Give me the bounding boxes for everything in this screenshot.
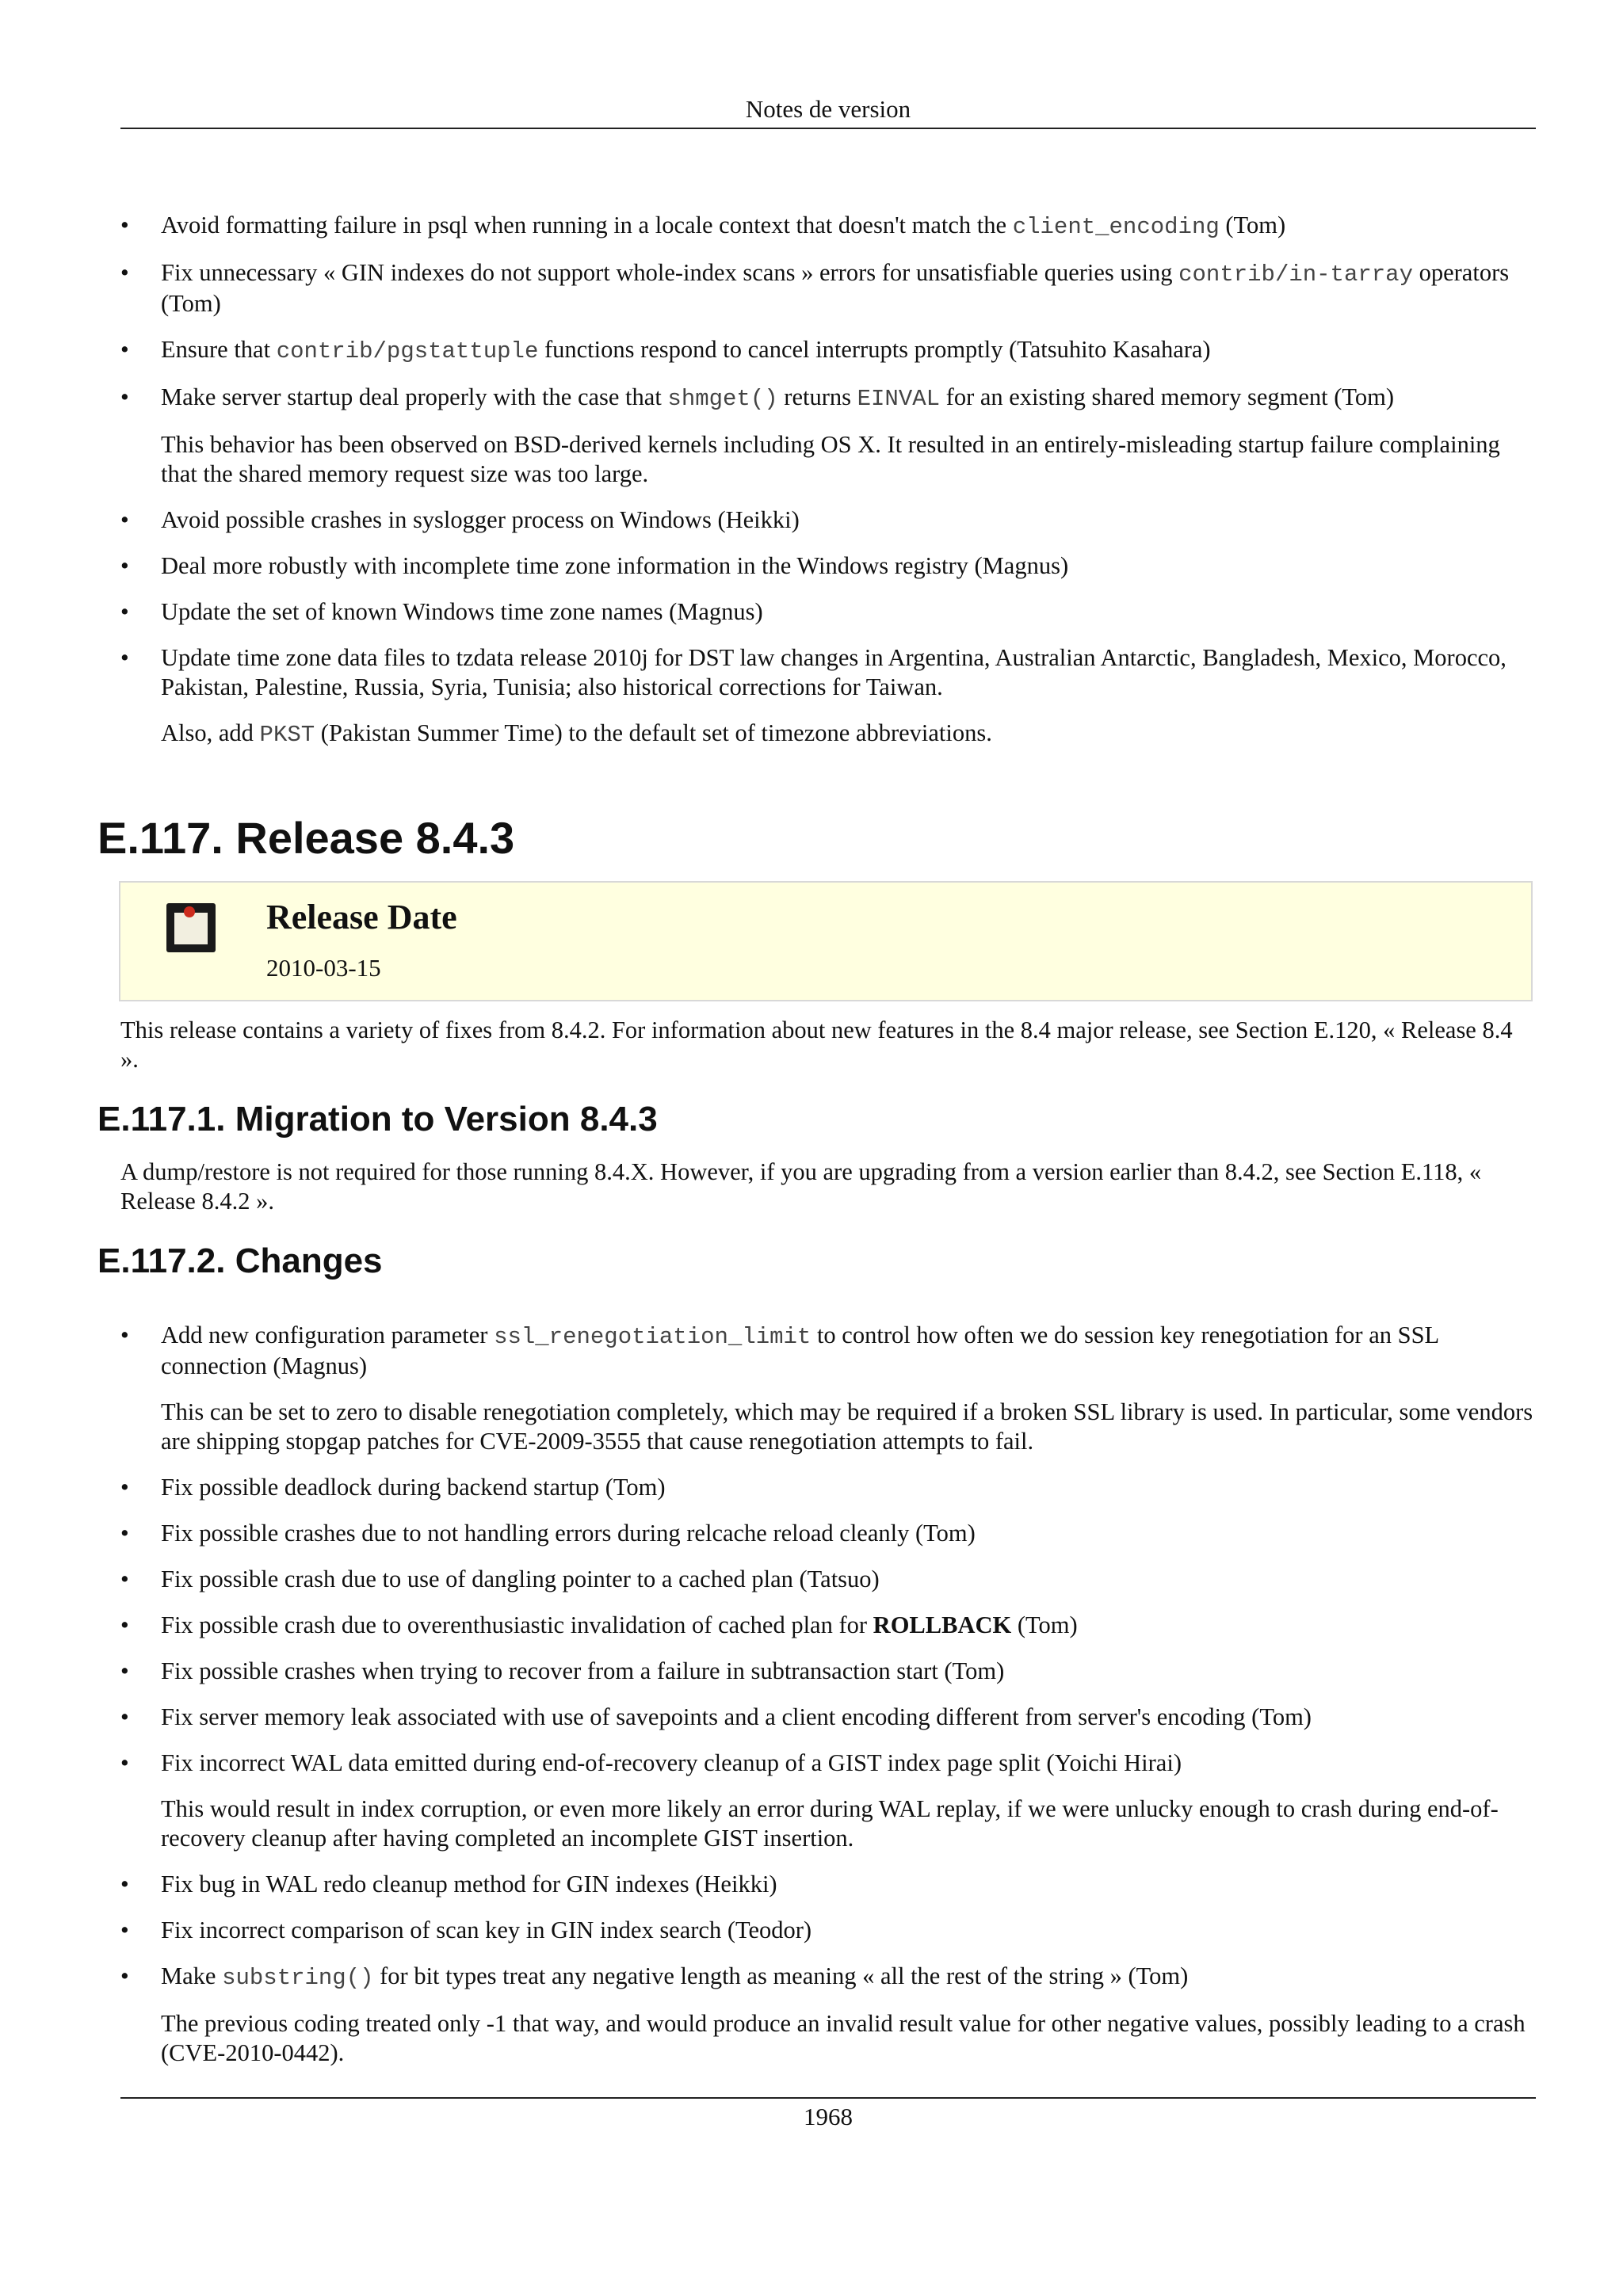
bullet: • — [120, 1917, 129, 1943]
list-item: • Fix incorrect WAL data emitted during end-of-recovery cleanup of a GIST index page split (Yoichi Hirai) This would result in index corruption, or even more likely an error during WAL replay, if we were unlucky enough to crash during end-of-recovery cleanup after having completed an incomplete GIST insertion. — [120, 1749, 1536, 1853]
note-icon — [166, 903, 216, 952]
changes-bullet-list — [120, 1321, 1536, 2068]
list-item: • Update the set of known Windows time zone names (Magnus) — [120, 598, 763, 625]
bullet: • — [120, 1322, 129, 1348]
bullet: • — [120, 1749, 129, 1776]
section-title: E.117. Release 8.4.3 — [97, 813, 515, 863]
bullet: • — [120, 1474, 129, 1501]
keyword-rollback: ROLLBACK — [873, 1611, 1012, 1638]
list-item: • Deal more robustly with incomplete time zone information in the Windows registry (Magnus) — [120, 552, 1069, 579]
bullet: • — [120, 506, 129, 533]
list-item: • Fix possible crashes when trying to recover from a failure in subtransaction start (Tom) — [120, 1657, 1005, 1684]
item-note: The previous coding treated only -1 that way, and would produce an invalid result value for other negative values, possibly leading to a crash (CVE-2010-0442). — [161, 2010, 1526, 2066]
list-item: • Fix possible deadlock during backend startup (Tom) — [120, 1474, 666, 1501]
list-item: • Fix bug in WAL redo cleanup method for GIN indexes (Heikki) — [120, 1871, 777, 1897]
migration-heading: E.117.1. Migration to Version 8.4.3 — [97, 1100, 658, 1138]
bullet: • — [120, 552, 129, 579]
item-note: Also, add PKST (Pakistan Summer Time) to the default set of timezone abbreviations. — [161, 719, 992, 748]
note-title: Release Date — [266, 898, 457, 936]
code-contrib-pgstattuple: contrib/pgstattuple — [276, 338, 539, 364]
footer-rule — [120, 2097, 1536, 2099]
code-client-encoding: client_encoding — [1012, 214, 1220, 240]
bullet: • — [120, 336, 129, 363]
bullet: • — [120, 644, 129, 671]
release-date: 2010-03-15 — [266, 954, 381, 982]
code-ssl-renegotiation-limit: ssl_renegotiation_limit — [494, 1324, 812, 1350]
bullet: • — [120, 383, 129, 410]
item-note: This can be set to zero to disable renegotiation completely, which may be required if a broken SSL library is used. In particular, some vendors are shipping stopgap patches for CVE-2009-3555 that cause renegotiation attempts to fail. — [161, 1398, 1533, 1455]
intro-paragraph: This release contains a variety of fixes from 8.4.2. For information about new features in the 8.4 major release, see Section E.120, « Release 8.4 ». — [120, 1016, 1513, 1073]
changes-heading: E.117.2. Changes — [97, 1241, 383, 1280]
list-item: • Update time zone data files to tzdata release 2010j for DST law changes in Argentina, Australian Antarctic, Bangladesh, Mexico, Morocco, Pakistan, Palestine, Russia, Syria, Tunisia; also historical corrections for Taiwan. Also, add PKST (Pakistan Summer Time) to the default set of timezone abbreviations. — [120, 643, 1536, 749]
bullet: • — [120, 1566, 129, 1592]
running-header: Notes de version — [745, 95, 911, 123]
bullet: • — [120, 1657, 129, 1684]
list-item: • Fix incorrect comparison of scan key in GIN index search (Teodor) — [120, 1917, 812, 1943]
bullet: • — [120, 1520, 129, 1547]
code-shmget: shmget() — [667, 386, 778, 412]
list-item: • Avoid formatting failure in psql when running in a locale context that doesn't match the client_encoding (Tom) — [120, 212, 1286, 240]
list-item: • Fix possible crash due to overenthusiastic invalidation of cached plan for ROLLBACK (Tom) — [120, 1611, 1078, 1638]
bullet: • — [120, 1871, 129, 1897]
code-einval: EINVAL — [857, 386, 941, 412]
bullet: • — [120, 1611, 129, 1638]
code-pkst: PKST — [259, 722, 315, 748]
list-item: • Ensure that contrib/pgstattuple functions respond to cancel interrupts promptly (Tatsuhito Kasahara) — [120, 336, 1211, 364]
bullet: • — [120, 1962, 129, 1989]
release-date-note — [119, 881, 1533, 1001]
list-item: • Fix unnecessary « GIN indexes do not support whole-index scans » errors for unsatisfiable queries using contrib/in-tarray operators (Tom) — [120, 259, 1510, 317]
list-item: • Add new configuration parameter ssl_renegotiation_limit to control how often we do session key renegotiation for an SSL connection (Magnus) This can be set to zero to disable renegotiation completely, which may be required if a broken SSL library is used. In particular, some vendors are shipping stopgap patches for CVE-2009-3555 that cause renegotiation attempts to fail. — [120, 1321, 1536, 1456]
bullet: • — [120, 1703, 129, 1730]
list-item: • Avoid possible crashes in syslogger process on Windows (Heikki) — [120, 506, 800, 533]
bullet: • — [120, 259, 129, 286]
list-item: • Make server startup deal properly with the case that shmget() returns EINVAL for an existing shared memory segment (Tom) This behavior has been observed on BSD-derived kernels including OS X. It resulted in an entirely-misleading startup failure complaining that the shared memory request size was too large. — [120, 383, 1536, 489]
item-note: This would result in index corruption, or even more likely an error during WAL replay, if we were unlucky enough to crash during end-of-recovery cleanup after having completed an incomplete GIST insertion. — [161, 1795, 1499, 1852]
code-substring: substring() — [222, 1965, 374, 1991]
page-number: 1968 — [804, 2103, 853, 2130]
bullet: • — [120, 212, 129, 238]
list-item: • Fix server memory leak associated with use of savepoints and a client encoding different from server's encoding (Tom) — [120, 1703, 1312, 1730]
migration-paragraph: A dump/restore is not required for those running 8.4.X. However, if you are upgrading from a version earlier than 8.4.2, see Section E.118, « Release 8.4.2 ». — [120, 1158, 1482, 1215]
bullet: • — [120, 598, 129, 625]
top-bullet-list — [120, 211, 1536, 749]
list-item: • Fix possible crash due to use of dangling pointer to a cached plan (Tatsuo) — [120, 1566, 880, 1592]
list-item: • Make substring() for bit types treat any negative length as meaning « all the rest of the string » (Tom) The previous coding treated only -1 that way, and would produce an invalid result value for other negative values, possibly leading to a crash (CVE-2010-0442). — [120, 1962, 1536, 2068]
list-item: • Fix possible crashes due to not handling errors during relcache reload cleanly (Tom) — [120, 1520, 976, 1547]
item-note: This behavior has been observed on BSD-derived kernels including OS X. It resulted in an entirely-misleading startup failure complaining that the shared memory request size was too large. — [161, 431, 1500, 487]
code-contrib-intarray: contrib/in-tarray — [1178, 261, 1413, 288]
header-rule — [120, 128, 1536, 129]
